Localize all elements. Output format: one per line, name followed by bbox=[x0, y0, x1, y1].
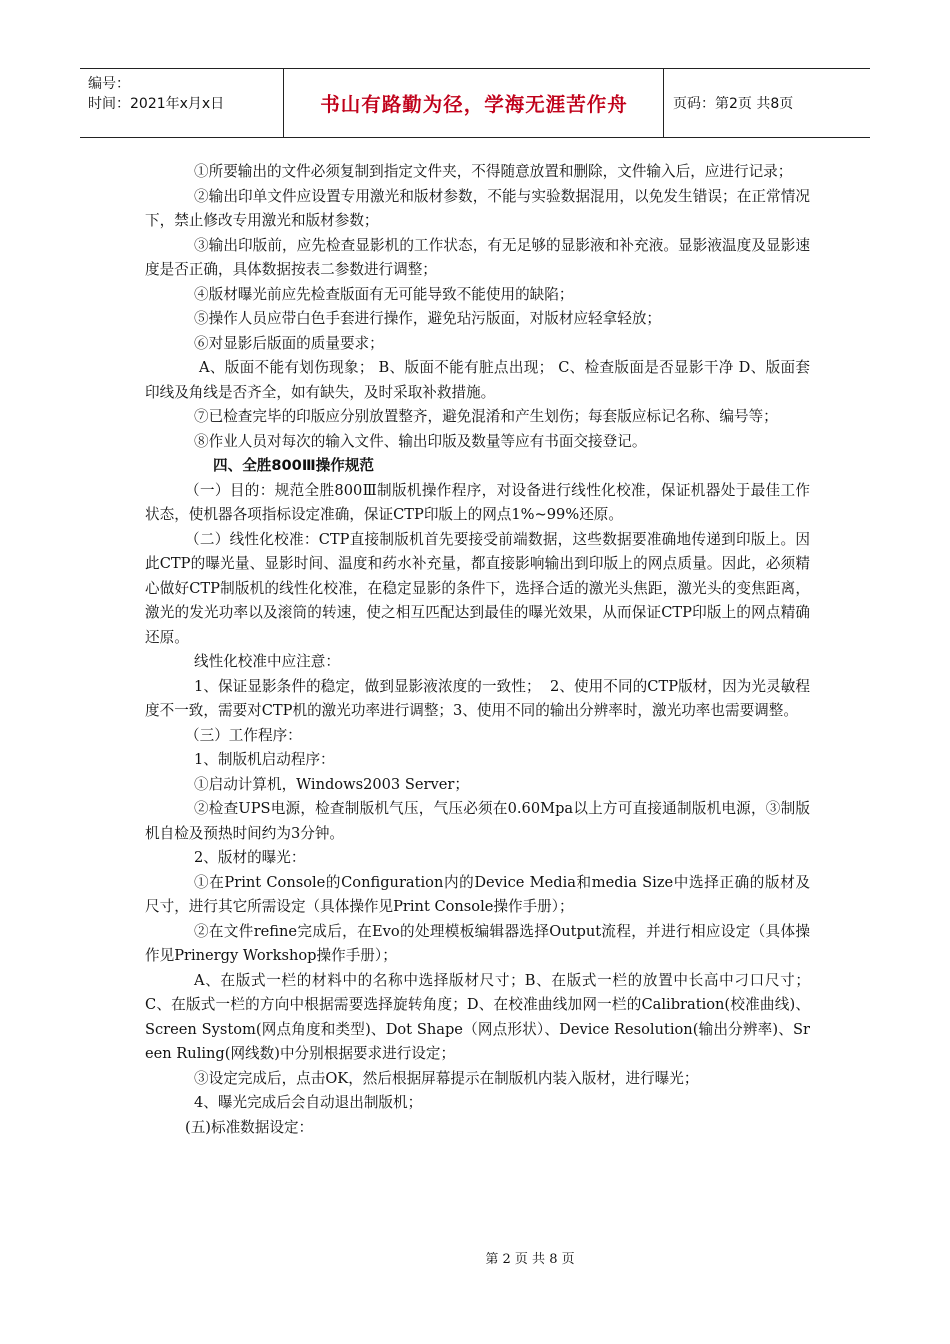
paragraph: A、在版式一栏的材料中的名称中选择版材尺寸；B、在版式一栏的放置中长高中刁口尺寸；C、在版式一栏的方向中根据需要选择旋转角度；D、在校准曲线加网一栏的Calibration(校准曲线)、Screen Systom(网点角度和类型)、Dot Shape（网点形状）、Device Resolution(输出分辨率)、Sreen Ruling(网线数)中分别根据要求进行设定； bbox=[145, 971, 810, 1062]
paragraph: ①启动计算机，Windows2003 Server； bbox=[194, 775, 469, 793]
paragraph: ⑧作业人员对每次的输入文件、输出印版及数量等应有书面交接登记。 bbox=[194, 432, 647, 450]
footer-page-number: 第 2 页 共 8 页 bbox=[485, 1252, 575, 1267]
paragraph: 4、曝光完成后会自动退出制版机； bbox=[194, 1094, 423, 1111]
paragraph: （一）目的：规范全胜800Ⅲ制版机操作程序，对设备进行线性化校准，保证机器处于最佳工作状态，使机器各项指标设定准确，保证CTP印版上的网点1%~99%还原。 bbox=[145, 481, 810, 523]
paragraph: ②检查UPS电源，检查制版机气压，气压必须在0.60Mpa以上方可直接通制版机电源，③制版机自检及预热时间约为3分钟。 bbox=[145, 800, 810, 842]
paragraph: ①所要输出的文件必须复制到指定文件夹，不得随意放置和删除，文件输入后，应进行记录； bbox=[194, 163, 793, 180]
paragraph: 线性化校准中应注意： bbox=[194, 653, 340, 670]
paragraph: ⑦已检查完毕的印版应分别放置整齐，避免混淆和产生划伤；每套版应标记名称、编号等； bbox=[194, 408, 778, 425]
header-page-info: 页码：第2页 共8页 bbox=[673, 96, 794, 112]
paragraph: ②在文件refine完成后，在Evo的处理模板编辑器选择Output流程，并进行相应设定（具体操作见Prinergy Workshop操作手册）； bbox=[145, 922, 810, 964]
header-motto-cell bbox=[285, 69, 664, 137]
paragraph: （二）线性化校准：CTP直接制版机首先要接受前端数据，这些数据要准确地传递到印版上。因此CTP的曝光量、显影时间、温度和药水补充量，都直接影响输出到印版上的网点质量。因此，必须精心做好CTP制版机的线性化校准，在稳定显影的条件下，选择合适的激光头焦距，激光头的变焦距离，激光的发光功率以及滚筒的转速，使之相互匹配达到最佳的曝光效果，从而保证CTP印版上的网点精确还原。 bbox=[145, 530, 810, 646]
paragraph: (五)标准数据设定： bbox=[185, 1118, 314, 1136]
document-body bbox=[145, 160, 810, 1140]
page-footer bbox=[0, 1248, 950, 1267]
header-motto: 书山有路勤为径，学海无涯苦作舟 bbox=[320, 93, 628, 116]
paragraph: ②输出印单文件应设置专用激光和版材参数，不能与实验数据混用，以免发生错误；在正常情况下，禁止修改专用激光和版材参数； bbox=[145, 187, 810, 229]
paragraph: A、版面不能有划伤现象； B、版面不能有脏点出现； C、检查版面是否显影干净 D、版面套印线及角线是否齐全，如有缺失，及时采取补救措施。 bbox=[145, 359, 810, 401]
document-number-label: 编号： bbox=[88, 76, 130, 92]
document-time-label: 时间：2021年x月x日 bbox=[88, 96, 225, 112]
paragraph: 1、保证显影条件的稳定，做到显影液浓度的一致性； 2、使用不同的CTP版材，因为光灵敏程度不一致，需要对CTP机的激光功率进行调整；3、使用不同的输出分辨率时，激光功率也需要调整。 bbox=[145, 677, 810, 719]
paragraph: ③设定完成后，点击OK，然后根据屏幕提示在制版机内装入版材，进行曝光； bbox=[194, 1069, 699, 1087]
paragraph: ⑥对显影后版面的质量要求； bbox=[194, 334, 384, 352]
page-header bbox=[80, 68, 870, 138]
paragraph: ④版材曝光前应先检查版面有无可能导致不能使用的缺陷； bbox=[194, 285, 574, 303]
paragraph: ①在Print Console的Configuration内的Device Media和media Size中选择正确的版材及尺寸，进行其它所需设定（具体操作见Print Console操作手册）； bbox=[145, 873, 810, 915]
header-meta-cell bbox=[80, 69, 284, 137]
paragraph: 1、制版机启动程序： bbox=[194, 751, 335, 768]
paragraph: ⑤操作人员应带白色手套进行操作，避免玷污版面，对版材应轻拿轻放； bbox=[194, 310, 662, 327]
header-page-cell bbox=[665, 69, 870, 137]
paragraph: ③输出印版前，应先检查显影机的工作状态，有无足够的显影液和补充液。显影液温度及显影速度是否正确，具体数据按表二参数进行调整； bbox=[145, 236, 810, 278]
paragraph: 2、版材的曝光： bbox=[194, 849, 306, 866]
section-heading: 四、全胜800Ⅲ操作规范 bbox=[213, 457, 375, 474]
paragraph: （三）工作程序： bbox=[185, 726, 302, 744]
